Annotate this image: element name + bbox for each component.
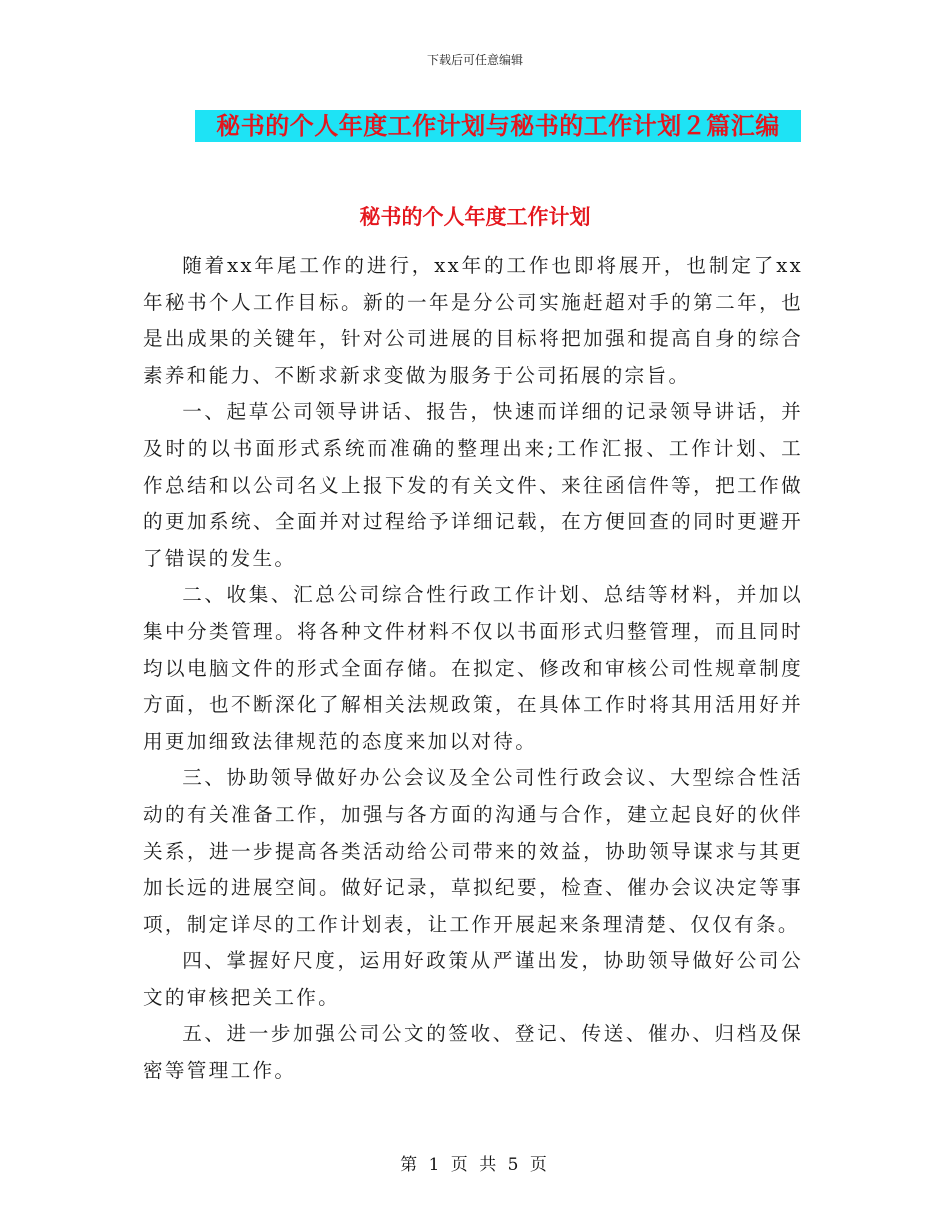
page-indicator: 第 1 页 共 5 页 [400,1155,550,1175]
body-text [143,248,803,1090]
paragraph-item-4: 四、掌握好尺度，运用好政策从严谨出发，协助领导做好公司公文的审核把关工作。 [143,949,803,1009]
section-title: 秘书的个人年度工作计划 [359,205,591,229]
paragraph-item-3: 三、协助领导做好办公会议及全公司性行政会议、大型综合性活动的有关准备工作，加强与各方面的沟通与合作，建立起良好的伙伴关系，进一步提高各类活动给公司带来的效益，协助领导谋求与其更加长远的进展空间。做好记录，草拟纪要，检查、催办会议决定等事项，制定详尽的工作计划表，让工作开展起来条理清楚、仅仅有条。 [143,766,803,936]
paragraph-item-1: 一、起草公司领导讲话、报告，快速而详细的记录领导讲话，并及时的以书面形式系统而准确的整理出来;工作汇报、工作计划、工作总结和以公司名义上报下发的有关文件、来往函信件等，把工作做的更加系统、全面并对过程给予详细记载，在方便回查的同时更避开了错误的发生。 [143,400,803,570]
paragraph-intro: 随着xx年尾工作的进行，xx年的工作也即将展开，也制定了xx年秘书个人工作目标。新的一年是分公司实施赶超对手的第二年，也是出成果的关键年，针对公司进展的目标将把加强和提高自身的综合素养和能力、不断求新求变做为服务于公司拓展的宗旨。 [143,254,803,387]
paragraph-item-5: 五、进一步加强公司公文的签收、登记、传送、催办、归档及保密等管理工作。 [143,1022,803,1083]
document-title: 秘书的个人年度工作计划与秘书的工作计划２篇汇编 [216,112,780,140]
header-note: 下载后可任意编辑 [426,53,523,67]
paragraph-item-2: 二、收集、汇总公司综合性行政工作计划、总结等材料，并加以集中分类管理。将各种文件材料不仅以书面形式归整管理，而且同时均以电脑文件的形式全面存储。在拟定、修改和审核公司性规章制度方面，也不断深化了解相关法规政策，在具体工作时将其用活用好并用更加细致法律规范的态度来加以对待。 [143,583,803,753]
